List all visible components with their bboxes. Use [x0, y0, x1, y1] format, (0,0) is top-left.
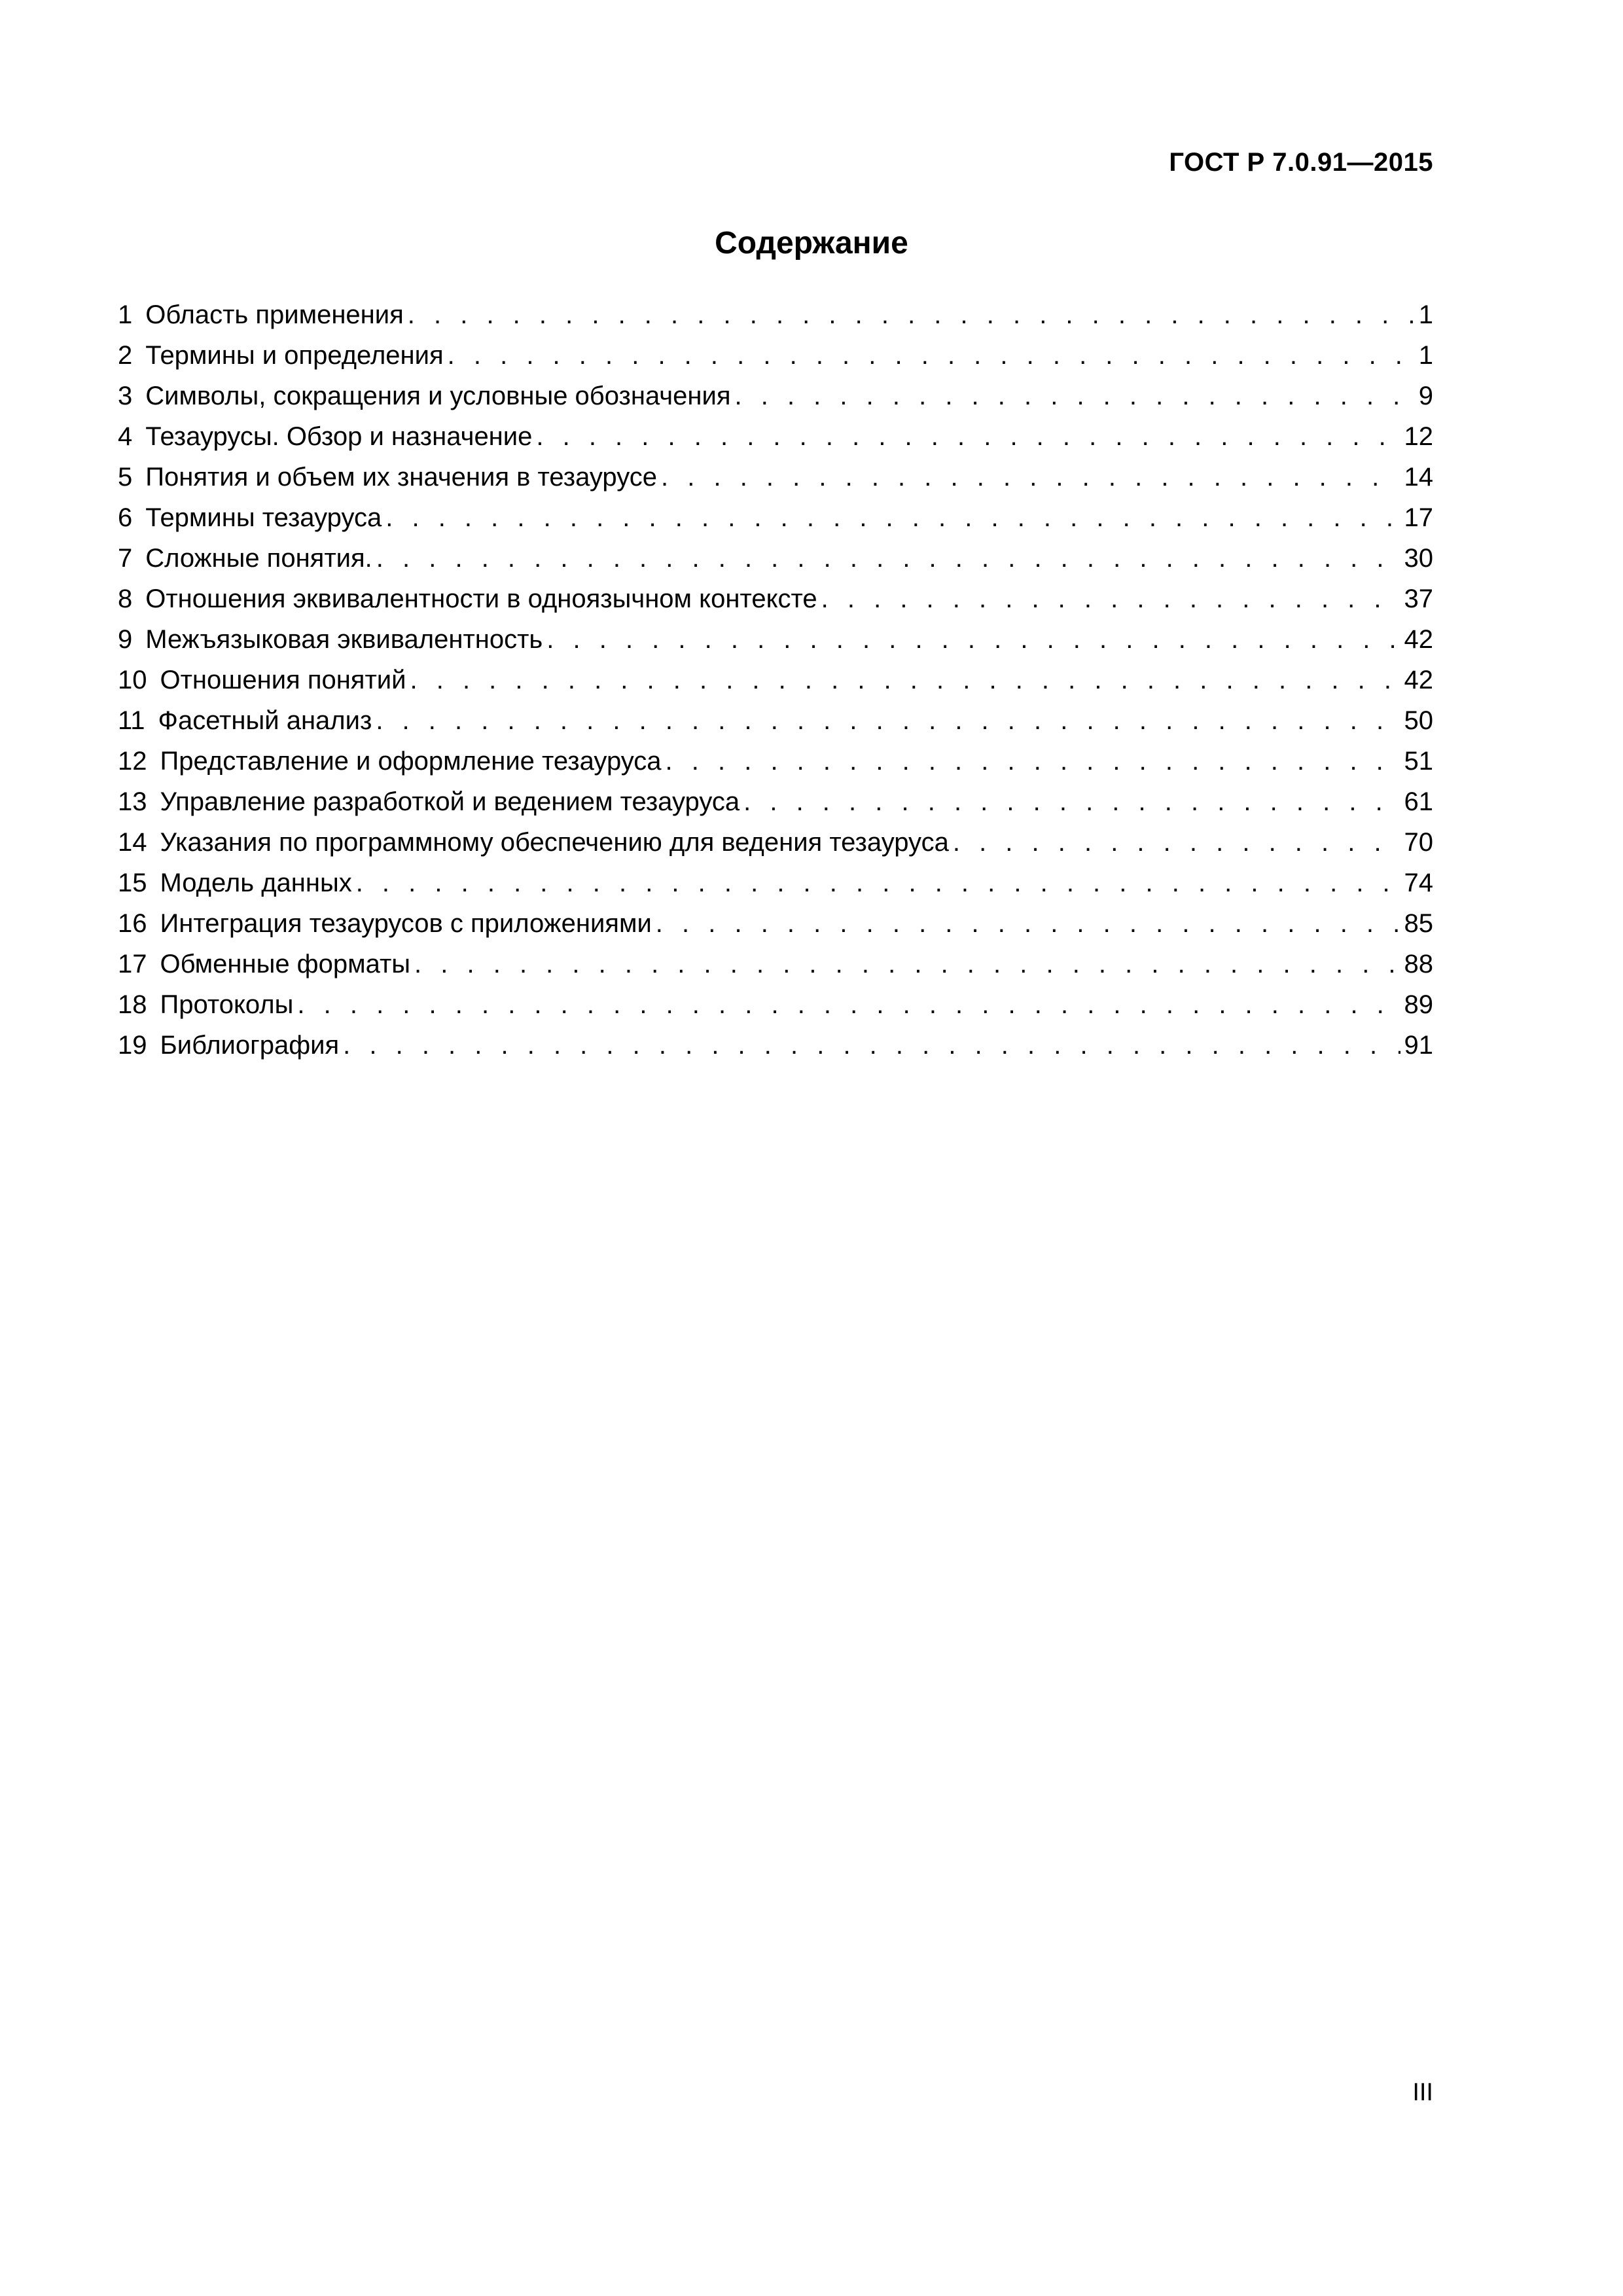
toc-entry-number: 18 [118, 990, 147, 1019]
toc-entry-number: 5 [118, 463, 133, 492]
toc-entry-page: 61 [1404, 787, 1433, 816]
toc-entry-number: 19 [118, 1031, 147, 1060]
toc-entry-label: Обменные форматы [160, 950, 411, 978]
toc-entry-page: 37 [1404, 584, 1433, 613]
toc-entry-label: Межъязыковая эквивалентность [145, 625, 543, 654]
toc-dot-leader [376, 538, 1400, 579]
toc-entry-number: 17 [118, 950, 147, 978]
toc-entry-3[interactable] [118, 376, 1433, 416]
toc-entry-19[interactable] [118, 1025, 1433, 1066]
toc-entry-15[interactable] [118, 863, 1433, 903]
toc-entry-page: 14 [1404, 463, 1433, 492]
toc-entry-label: Модель данных [160, 869, 352, 897]
toc-dot-leader [408, 295, 1415, 335]
toc-entry-11[interactable] [118, 700, 1433, 741]
toc-dot-leader [376, 700, 1400, 741]
toc-entry-label: Термины и определения [145, 341, 444, 370]
toc-entry-number: 4 [118, 422, 133, 451]
toc-entry-number: 10 [118, 666, 147, 694]
toc-dot-leader [356, 863, 1400, 903]
toc-entry-number: 11 [118, 706, 145, 735]
toc-entry-8[interactable] [118, 579, 1433, 619]
toc-entry-label: Отношения эквивалентности в одноязычном контексте [145, 584, 817, 613]
toc-entry-number: 8 [118, 584, 133, 613]
toc-entry-label: Понятия и объем их значения в тезаурусе [145, 463, 658, 492]
toc-entry-label: Представление и оформление тезауруса [160, 747, 662, 776]
toc-dot-leader [661, 457, 1400, 497]
toc-entry-page: 70 [1404, 828, 1433, 857]
toc-entry-10[interactable] [118, 660, 1433, 700]
toc-entry-12[interactable] [118, 741, 1433, 781]
toc-entry-number: 15 [118, 869, 147, 897]
toc-entry-number: 2 [118, 341, 133, 370]
toc-entry-page: 30 [1404, 544, 1433, 573]
toc-entry-page: 91 [1404, 1031, 1433, 1060]
toc-entry-number: 7 [118, 544, 133, 573]
toc-entry-6[interactable] [118, 497, 1433, 538]
toc-dot-leader [743, 781, 1400, 822]
toc-entry-page: 17 [1404, 503, 1433, 532]
toc-entry-page: 1 [1418, 341, 1433, 370]
toc-dot-leader [666, 741, 1400, 781]
toc-entry-page: 12 [1404, 422, 1433, 451]
page-number: III [1412, 2079, 1433, 2106]
toc-entry-page: 89 [1404, 990, 1433, 1019]
toc-entry-label: Управление разработкой и ведением тезауруса [160, 787, 740, 816]
toc-dot-leader [536, 416, 1400, 457]
toc-dot-leader [735, 376, 1415, 416]
toc-entry-label: Термины тезауруса [145, 503, 382, 532]
toc-entry-page: 85 [1404, 909, 1433, 938]
document-code: ГОСТ Р 7.0.91—2015 [1169, 148, 1433, 177]
toc-entry-label: Протоколы [160, 990, 294, 1019]
toc-entry-page: 51 [1404, 747, 1433, 776]
toc-dot-leader [297, 984, 1400, 1025]
toc-dot-leader [343, 1025, 1400, 1066]
toc-entry-number: 9 [118, 625, 133, 654]
toc-entry-label: Интеграция тезаурусов с приложениями [160, 909, 652, 938]
toc-entry-number: 3 [118, 382, 133, 410]
toc-entry-16[interactable] [118, 903, 1433, 944]
toc-entry-page: 88 [1404, 950, 1433, 978]
toc-dot-leader [546, 619, 1400, 660]
toc-entry-number: 1 [118, 300, 133, 329]
toc-entry-18[interactable] [118, 984, 1433, 1025]
toc-entry-2[interactable] [118, 335, 1433, 376]
toc-dot-leader [385, 497, 1400, 538]
toc-entry-label: Отношения понятий [160, 666, 406, 694]
toc-entry-9[interactable] [118, 619, 1433, 660]
toc-title: Содержание [715, 226, 908, 260]
toc-entry-page: 42 [1404, 625, 1433, 654]
toc-entry-13[interactable] [118, 781, 1433, 822]
toc-entry-14[interactable] [118, 822, 1433, 863]
toc-entry-7[interactable] [118, 538, 1433, 579]
toc-entry-label: Тезаурусы. Обзор и назначение [145, 422, 533, 451]
toc-entry-page: 42 [1404, 666, 1433, 694]
toc-dot-leader [410, 660, 1400, 700]
toc-dot-leader [448, 335, 1415, 376]
toc-entry-number: 14 [118, 828, 147, 857]
toc-entry-number: 16 [118, 909, 147, 938]
toc-entry-4[interactable] [118, 416, 1433, 457]
toc-entry-page: 1 [1418, 300, 1433, 329]
toc-entry-label: Библиография [160, 1031, 340, 1060]
toc-entry-number: 12 [118, 747, 147, 776]
toc-entry-page: 50 [1404, 706, 1433, 735]
toc-entry-label: Область применения [145, 300, 404, 329]
table-of-contents [118, 295, 1433, 1066]
toc-entry-5[interactable] [118, 457, 1433, 497]
toc-entry-1[interactable] [118, 295, 1433, 335]
toc-entry-17[interactable] [118, 944, 1433, 984]
toc-entry-number: 6 [118, 503, 133, 532]
toc-dot-leader [414, 944, 1400, 984]
toc-entry-number: 13 [118, 787, 147, 816]
toc-entry-label: Символы, сокращения и условные обозначения [145, 382, 731, 410]
toc-entry-label: Сложные понятия. [145, 544, 372, 573]
toc-dot-leader [821, 579, 1400, 619]
toc-entry-page: 74 [1404, 869, 1433, 897]
toc-dot-leader [656, 903, 1400, 944]
toc-entry-page: 9 [1418, 382, 1433, 410]
toc-dot-leader [953, 822, 1400, 863]
toc-entry-label: Указания по программному обеспечению для ведения тезауруса [160, 828, 949, 857]
toc-entry-label: Фасетный анализ [158, 706, 372, 735]
